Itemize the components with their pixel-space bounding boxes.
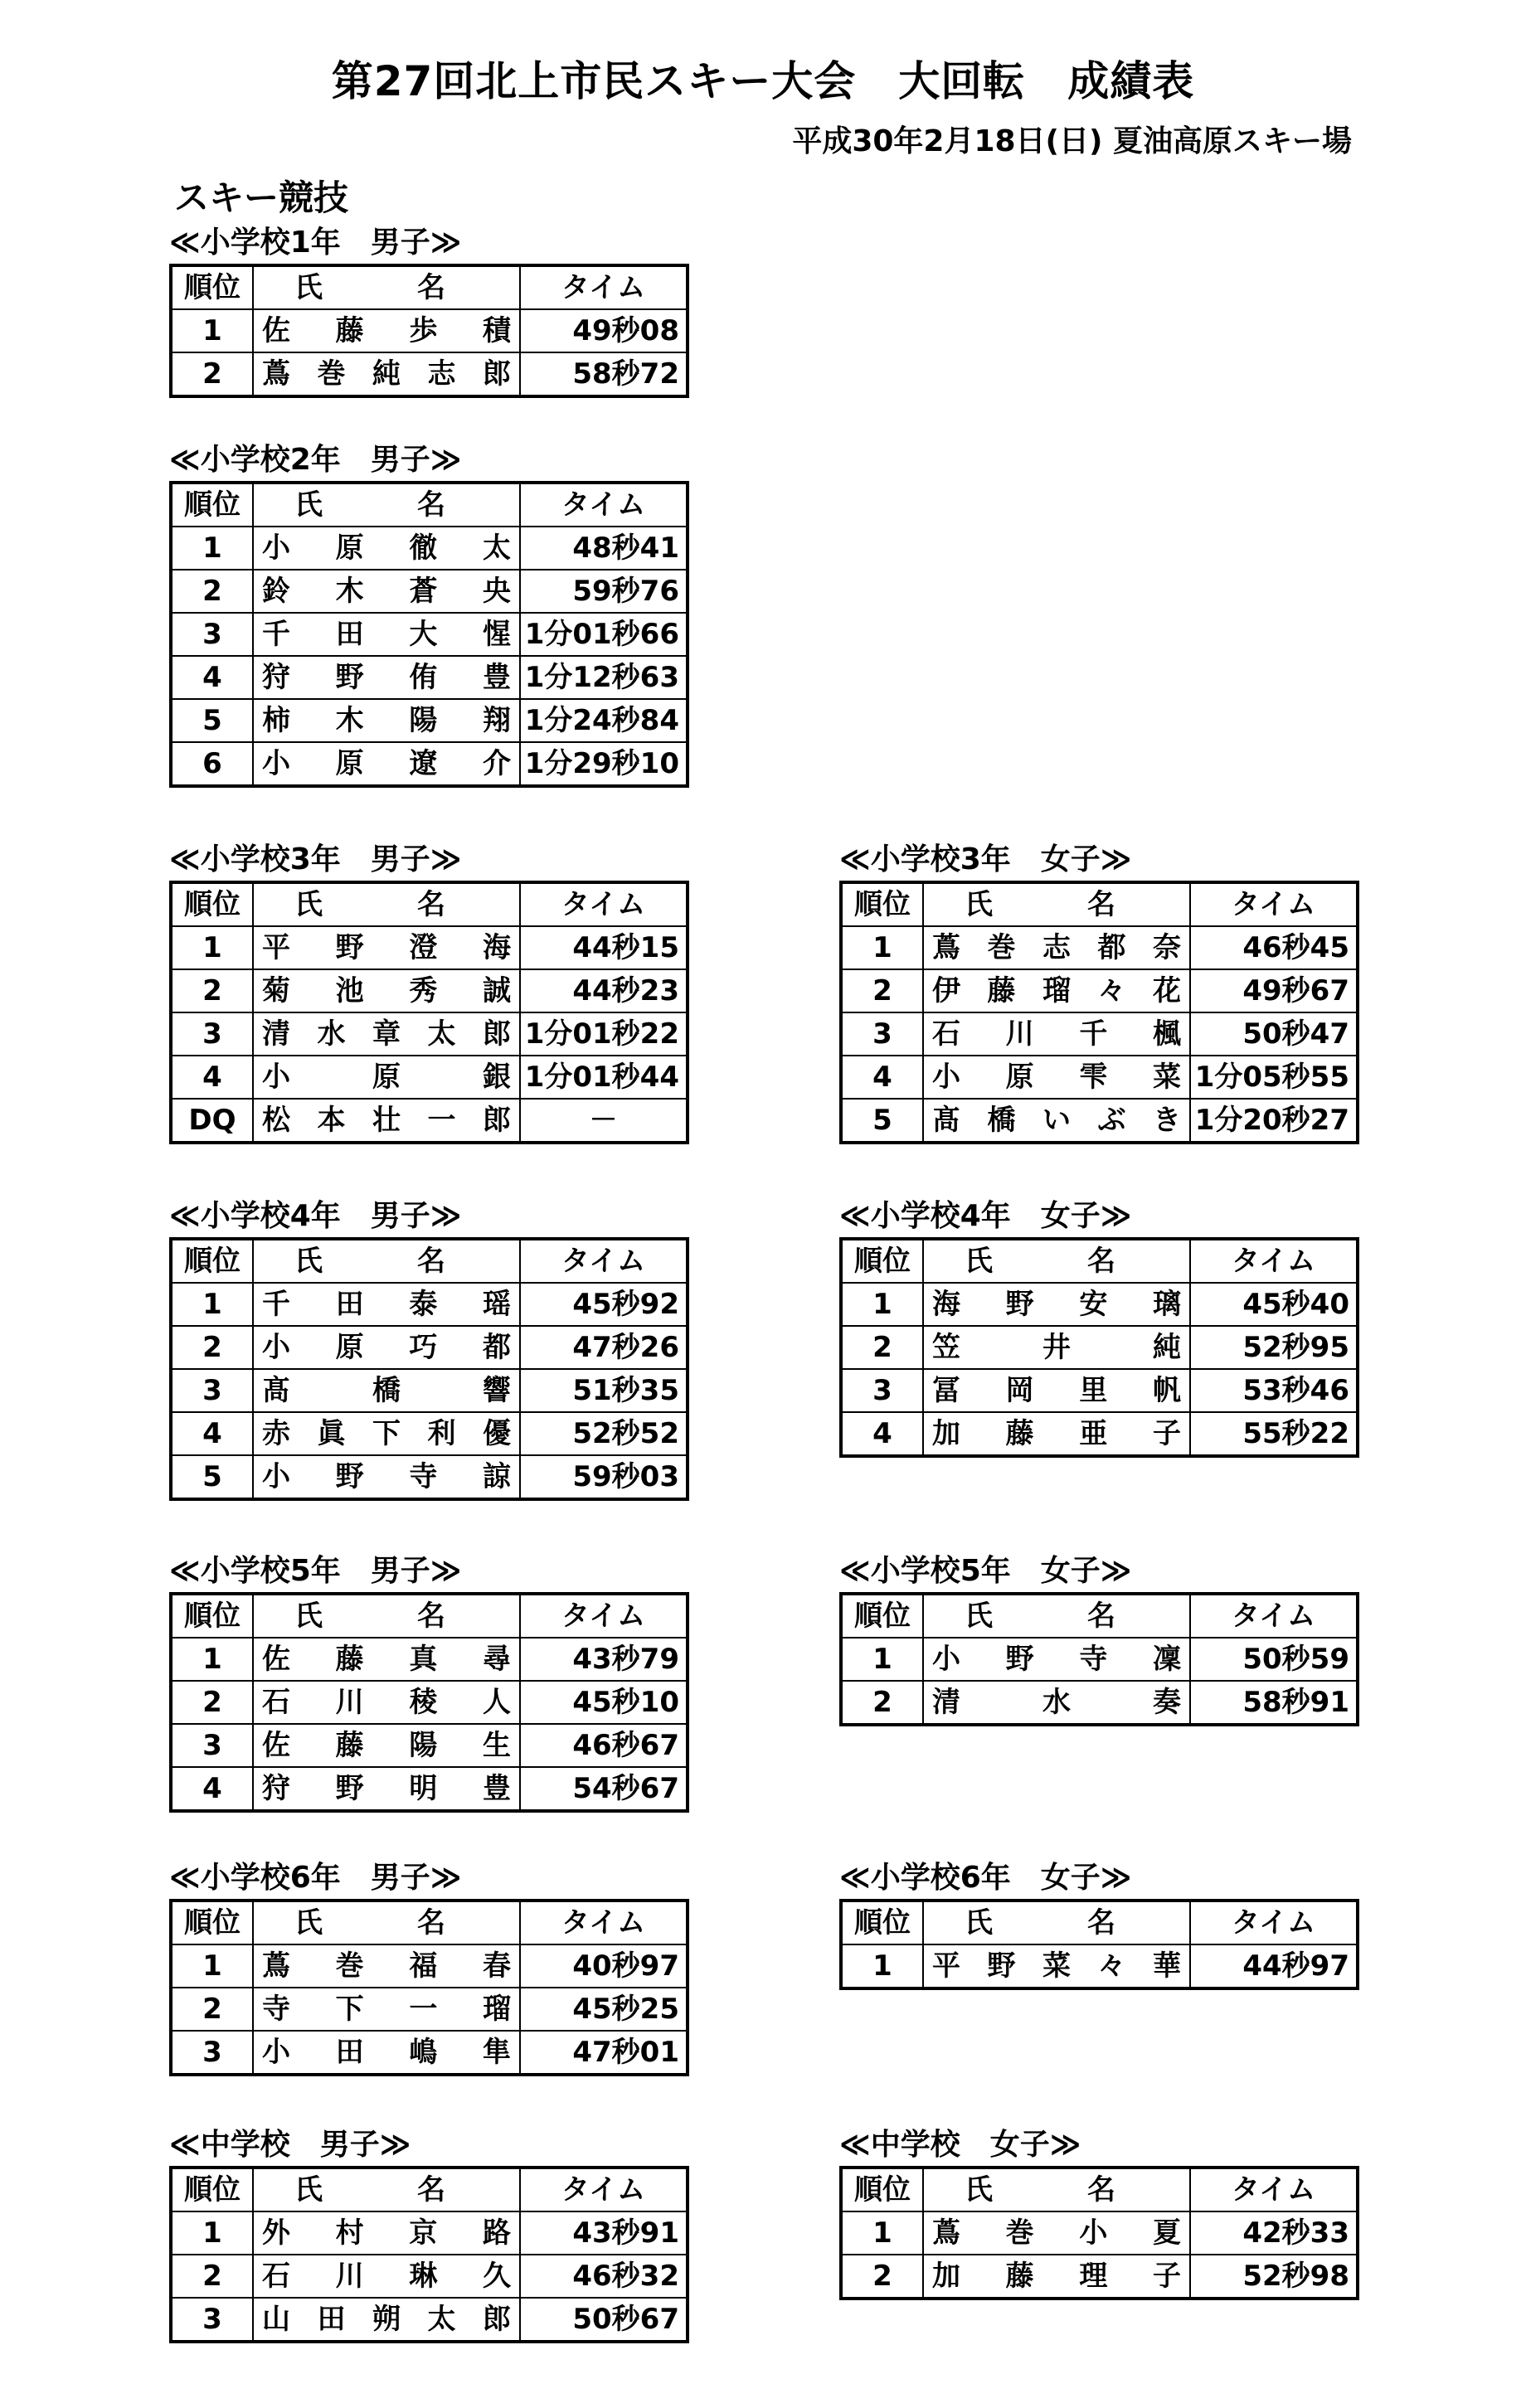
name-header: 氏 名 [253, 1239, 520, 1283]
time-cell: 44秒15 [520, 926, 688, 969]
table-row [841, 1326, 1358, 1369]
name-cell: 蔦巻純志郎 [253, 352, 520, 396]
name-cell: 小原巧都 [253, 1326, 520, 1369]
time-header: タイム [520, 882, 688, 926]
table-row [171, 1988, 688, 2031]
category-heading: ≪小学校2年 男子≫ [169, 443, 462, 477]
time-header: タイム [520, 1594, 688, 1638]
name-cell: 石川千楓 [923, 1012, 1190, 1056]
time-cell: 48秒41 [520, 527, 688, 570]
name-header: 氏 名 [253, 2168, 520, 2211]
rank-cell: 2 [171, 1326, 253, 1369]
header-row [841, 1594, 1358, 1638]
rank-cell: 1 [171, 1638, 253, 1681]
rank-cell: 2 [841, 1326, 923, 1369]
time-cell: 46秒67 [520, 1724, 688, 1767]
name-cell: 清水章太郎 [253, 1012, 520, 1056]
table-row [841, 1369, 1358, 1412]
rank-cell: 1 [841, 926, 923, 969]
rank-cell: 5 [171, 1455, 253, 1499]
time-header: タイム [520, 265, 688, 309]
rank-cell: 3 [171, 2031, 253, 2075]
time-cell: 52秒98 [1190, 2255, 1358, 2299]
name-cell: 小原遼介 [253, 742, 520, 786]
category-heading: ≪小学校4年 女子≫ [839, 1199, 1132, 1233]
table-row [171, 352, 688, 396]
table-row [841, 1638, 1358, 1681]
rank-cell: 2 [171, 352, 253, 396]
table-row [171, 1944, 688, 1988]
rank-cell: 4 [171, 1412, 253, 1455]
rank-header: 順位 [171, 1239, 253, 1283]
table-row [171, 1283, 688, 1326]
results-table [169, 1899, 689, 2076]
name-cell: 小原雫菜 [923, 1056, 1190, 1099]
rank-header: 順位 [171, 2168, 253, 2211]
name-header: 氏 名 [923, 1239, 1190, 1283]
section-elementary-6-girls [839, 1857, 1359, 1990]
table-row [171, 2031, 688, 2075]
name-cell: 平野菜々華 [923, 1944, 1190, 1988]
time-cell: 1分05秒55 [1190, 1056, 1358, 1099]
event-name: スキー競技 [174, 177, 349, 218]
section-elementary-3-boys [169, 839, 689, 1144]
time-cell: 50秒67 [520, 2298, 688, 2342]
time-cell: 45秒40 [1190, 1283, 1358, 1326]
table-row [171, 2211, 688, 2255]
section-junior-high-boys [169, 2124, 689, 2343]
rank-cell: 1 [841, 2211, 923, 2255]
time-cell: 52秒95 [1190, 1326, 1358, 1369]
rank-header: 順位 [171, 1901, 253, 1944]
name-cell: 佐藤歩積 [253, 309, 520, 352]
time-cell: 52秒52 [520, 1412, 688, 1455]
time-header: タイム [1190, 1901, 1358, 1944]
table-row [841, 969, 1358, 1012]
category-heading: ≪小学校4年 男子≫ [169, 1199, 462, 1233]
time-header: タイム [520, 1239, 688, 1283]
name-cell: 伊藤瑠々花 [923, 969, 1190, 1012]
name-header: 氏 名 [923, 1594, 1190, 1638]
time-cell: 1分01秒44 [520, 1056, 688, 1099]
rank-cell: 1 [171, 1944, 253, 1988]
name-cell: 平野澄海 [253, 926, 520, 969]
name-cell: 蔦巻小夏 [923, 2211, 1190, 2255]
rank-cell: 1 [171, 1283, 253, 1326]
time-header: タイム [1190, 1594, 1358, 1638]
section-junior-high-girls [839, 2124, 1359, 2300]
section-elementary-5-boys [169, 1551, 689, 1813]
rank-cell: 2 [841, 1681, 923, 1725]
time-cell: 45秒92 [520, 1283, 688, 1326]
results-table [839, 881, 1359, 1144]
time-cell: 50秒59 [1190, 1638, 1358, 1681]
section-elementary-2-boys [169, 439, 689, 788]
header-row [171, 882, 688, 926]
name-cell: 菊池秀誠 [253, 969, 520, 1012]
time-cell: 46秒45 [1190, 926, 1358, 969]
time-header: タイム [1190, 882, 1358, 926]
category-heading: ≪中学校 女子≫ [839, 2128, 1081, 2162]
name-cell: 髙橋響 [253, 1369, 520, 1412]
time-header: タイム [1190, 1239, 1358, 1283]
table-row [171, 1012, 688, 1056]
time-cell: 59秒03 [520, 1455, 688, 1499]
name-cell: 外村京路 [253, 2211, 520, 2255]
category-heading: ≪小学校3年 男子≫ [169, 842, 462, 876]
time-cell: 45秒10 [520, 1681, 688, 1724]
table-row [171, 527, 688, 570]
time-header: タイム [520, 1901, 688, 1944]
name-cell: 加藤理子 [923, 2255, 1190, 2299]
rank-header: 順位 [171, 882, 253, 926]
name-cell: 山田朔太郎 [253, 2298, 520, 2342]
name-cell: 石川稜人 [253, 1681, 520, 1724]
rank-cell: 4 [841, 1056, 923, 1099]
table-row [171, 1099, 688, 1143]
time-cell: 1分01秒22 [520, 1012, 688, 1056]
table-row [171, 309, 688, 352]
time-cell: 1分01秒66 [520, 613, 688, 656]
name-cell: 石川琳久 [253, 2255, 520, 2298]
section-elementary-3-girls [839, 839, 1359, 1144]
name-header: 氏 名 [253, 265, 520, 309]
time-header: タイム [1190, 2168, 1358, 2211]
name-cell: 冨岡里帆 [923, 1369, 1190, 1412]
table-row [171, 1724, 688, 1767]
rank-cell: 1 [171, 309, 253, 352]
table-row [171, 926, 688, 969]
time-cell: 47秒01 [520, 2031, 688, 2075]
name-cell: 小原徹太 [253, 527, 520, 570]
results-table [169, 481, 689, 788]
header-row [841, 1239, 1358, 1283]
time-cell: 43秒91 [520, 2211, 688, 2255]
table-row [171, 1638, 688, 1681]
name-cell: 千田泰瑶 [253, 1283, 520, 1326]
name-header: 氏 名 [253, 882, 520, 926]
results-table [839, 1899, 1359, 1990]
results-table [169, 881, 689, 1144]
rank-cell: 3 [171, 2298, 253, 2342]
time-cell: 50秒47 [1190, 1012, 1358, 1056]
section-elementary-6-boys [169, 1857, 689, 2076]
category-heading: ≪小学校6年 女子≫ [839, 1861, 1132, 1895]
category-heading: ≪小学校6年 男子≫ [169, 1861, 462, 1895]
rank-cell: DQ [171, 1099, 253, 1143]
name-header: 氏 名 [253, 483, 520, 527]
name-cell: 髙橋いぶき [923, 1099, 1190, 1143]
table-row [171, 1326, 688, 1369]
name-cell: 清水奏 [923, 1681, 1190, 1725]
rank-cell: 6 [171, 742, 253, 786]
name-header: 氏 名 [253, 1901, 520, 1944]
time-cell: 53秒46 [1190, 1369, 1358, 1412]
rank-cell: 1 [171, 2211, 253, 2255]
rank-cell: 3 [841, 1369, 923, 1412]
name-cell: 佐藤陽生 [253, 1724, 520, 1767]
results-table [169, 264, 689, 398]
time-cell: 1分24秒84 [520, 699, 688, 742]
rank-cell: 3 [171, 1724, 253, 1767]
category-heading: ≪小学校1年 男子≫ [169, 226, 462, 260]
name-cell: 笠井純 [923, 1326, 1190, 1369]
time-header: タイム [520, 2168, 688, 2211]
time-cell: 44秒97 [1190, 1944, 1358, 1988]
time-cell: 47秒26 [520, 1326, 688, 1369]
table-row [841, 1944, 1358, 1988]
rank-cell: 3 [171, 613, 253, 656]
rank-header: 順位 [171, 483, 253, 527]
name-cell: 海野安璃 [923, 1283, 1190, 1326]
table-row [841, 1412, 1358, 1456]
name-cell: 柿木陽翔 [253, 699, 520, 742]
header-row [171, 1594, 688, 1638]
name-cell: 狩野侑豊 [253, 656, 520, 699]
time-cell: 43秒79 [520, 1638, 688, 1681]
results-table [839, 1592, 1359, 1726]
name-cell: 小野寺凜 [923, 1638, 1190, 1681]
results-table [169, 2166, 689, 2343]
time-cell: 49秒67 [1190, 969, 1358, 1012]
table-row [171, 1767, 688, 1811]
table-row [171, 1412, 688, 1455]
time-cell: 44秒23 [520, 969, 688, 1012]
rank-cell: 1 [841, 1638, 923, 1681]
name-cell: 千田大惺 [253, 613, 520, 656]
header-row [841, 882, 1358, 926]
rank-cell: 3 [171, 1012, 253, 1056]
section-elementary-5-girls [839, 1551, 1359, 1726]
header-row [841, 1901, 1358, 1944]
table-row [171, 613, 688, 656]
results-table [839, 2166, 1359, 2300]
table-row [841, 1012, 1358, 1056]
rank-header: 順位 [841, 1594, 923, 1638]
name-cell: 小野寺諒 [253, 1455, 520, 1499]
name-cell: 赤眞下利優 [253, 1412, 520, 1455]
name-header: 氏 名 [923, 882, 1190, 926]
results-table [169, 1237, 689, 1501]
time-cell: 51秒35 [520, 1369, 688, 1412]
name-cell: 小原銀 [253, 1056, 520, 1099]
name-cell: 蔦巻福春 [253, 1944, 520, 1988]
name-cell: 寺下一瑠 [253, 1988, 520, 2031]
time-cell: 55秒22 [1190, 1412, 1358, 1456]
category-heading: ≪小学校3年 女子≫ [839, 842, 1132, 876]
time-cell: 54秒67 [520, 1767, 688, 1811]
event-date-venue: 平成30年2月18日(日) 夏油高原スキー場 [792, 124, 1352, 158]
time-cell: － [520, 1099, 688, 1143]
category-heading: ≪小学校5年 女子≫ [839, 1554, 1132, 1588]
name-cell: 松本壮一郎 [253, 1099, 520, 1143]
table-row [841, 2211, 1358, 2255]
time-cell: 1分29秒10 [520, 742, 688, 786]
header-row [171, 265, 688, 309]
table-row [171, 969, 688, 1012]
table-row [841, 1099, 1358, 1143]
section-elementary-4-boys [169, 1196, 689, 1501]
rank-cell: 3 [171, 1369, 253, 1412]
category-heading: ≪中学校 男子≫ [169, 2128, 411, 2162]
rank-cell: 2 [171, 2255, 253, 2298]
table-row [171, 2255, 688, 2298]
rank-header: 順位 [841, 1901, 923, 1944]
time-cell: 49秒08 [520, 309, 688, 352]
table-row [171, 2298, 688, 2342]
rank-cell: 4 [841, 1412, 923, 1456]
table-row [171, 1056, 688, 1099]
rank-cell: 5 [841, 1099, 923, 1143]
rank-cell: 4 [171, 1767, 253, 1811]
table-row [841, 2255, 1358, 2299]
name-cell: 佐藤真尋 [253, 1638, 520, 1681]
time-cell: 1分12秒63 [520, 656, 688, 699]
table-row [171, 1369, 688, 1412]
table-row [171, 1681, 688, 1724]
results-table [839, 1237, 1359, 1458]
rank-cell: 1 [171, 926, 253, 969]
time-cell: 58秒91 [1190, 1681, 1358, 1725]
results-table [169, 1592, 689, 1813]
page-title: 第27回北上市民スキー大会 大回転 成績表 [331, 57, 1195, 105]
name-header: 氏 名 [253, 1594, 520, 1638]
table-row [171, 656, 688, 699]
rank-cell: 4 [171, 1056, 253, 1099]
name-cell: 加藤亜子 [923, 1412, 1190, 1456]
rank-cell: 1 [841, 1283, 923, 1326]
header-row [171, 1239, 688, 1283]
rank-cell: 1 [171, 527, 253, 570]
rank-cell: 2 [841, 2255, 923, 2299]
table-row [171, 742, 688, 786]
rank-cell: 2 [841, 969, 923, 1012]
header-row [171, 1901, 688, 1944]
name-cell: 鈴木蒼央 [253, 570, 520, 613]
table-row [841, 926, 1358, 969]
table-row [841, 1283, 1358, 1326]
rank-cell: 3 [841, 1012, 923, 1056]
rank-header: 順位 [841, 882, 923, 926]
time-cell: 46秒32 [520, 2255, 688, 2298]
rank-cell: 4 [171, 656, 253, 699]
name-cell: 小田嶋隼 [253, 2031, 520, 2075]
table-row [171, 570, 688, 613]
category-heading: ≪小学校5年 男子≫ [169, 1554, 462, 1588]
time-cell: 1分20秒27 [1190, 1099, 1358, 1143]
header-row [841, 2168, 1358, 2211]
name-cell: 蔦巻志都奈 [923, 926, 1190, 969]
rank-cell: 1 [841, 1944, 923, 1988]
rank-header: 順位 [171, 1594, 253, 1638]
rank-header: 順位 [841, 2168, 923, 2211]
name-header: 氏 名 [923, 2168, 1190, 2211]
name-cell: 狩野明豊 [253, 1767, 520, 1811]
rank-cell: 2 [171, 570, 253, 613]
rank-cell: 2 [171, 1681, 253, 1724]
time-cell: 59秒76 [520, 570, 688, 613]
time-cell: 42秒33 [1190, 2211, 1358, 2255]
table-row [841, 1056, 1358, 1099]
rank-cell: 2 [171, 969, 253, 1012]
table-row [841, 1681, 1358, 1725]
time-cell: 58秒72 [520, 352, 688, 396]
table-row [171, 699, 688, 742]
name-header: 氏 名 [923, 1901, 1190, 1944]
time-cell: 40秒97 [520, 1944, 688, 1988]
time-header: タイム [520, 483, 688, 527]
rank-cell: 2 [171, 1988, 253, 2031]
section-elementary-4-girls [839, 1196, 1359, 1458]
rank-header: 順位 [171, 265, 253, 309]
table-row [171, 1455, 688, 1499]
header-row [171, 2168, 688, 2211]
time-cell: 45秒25 [520, 1988, 688, 2031]
section-elementary-1-boys [169, 222, 689, 398]
rank-header: 順位 [841, 1239, 923, 1283]
rank-cell: 5 [171, 699, 253, 742]
header-row [171, 483, 688, 527]
